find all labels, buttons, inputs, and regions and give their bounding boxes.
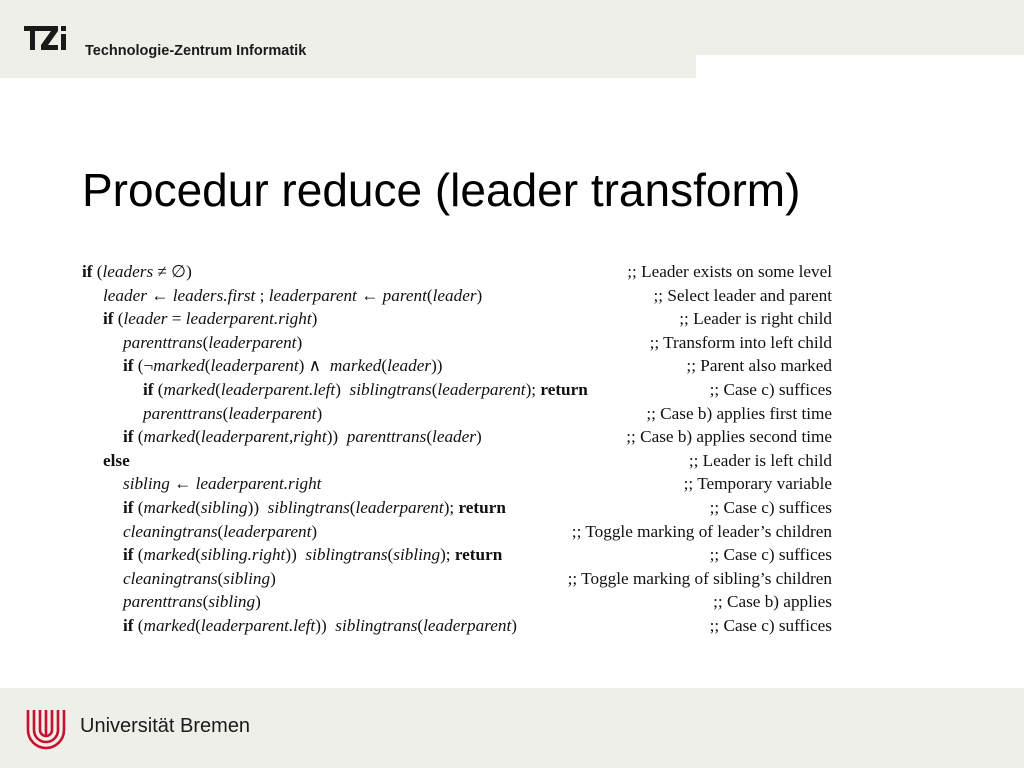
code-line <box>82 307 832 331</box>
code-line <box>82 378 832 402</box>
university-name: Universität Bremen <box>80 715 251 737</box>
code-comment: ;; Leader is right child <box>679 309 832 329</box>
header-organization: Technologie-Zentrum Informatik <box>85 43 307 59</box>
code-comment: ;; Case b) applies second time <box>626 427 832 447</box>
code-line <box>82 402 832 426</box>
code-comment: ;; Case b) applies <box>713 592 832 612</box>
code-line <box>82 260 832 284</box>
code-comment: ;; Parent also marked <box>686 356 832 376</box>
code-line <box>82 331 832 355</box>
code-comment: ;; Temporary variable <box>683 474 832 494</box>
code-line <box>82 496 832 520</box>
code-line <box>82 520 832 544</box>
code-line <box>82 567 832 591</box>
code-line <box>82 472 832 496</box>
code-statement: cleaningtrans(leaderparent) <box>123 521 318 541</box>
code-comment: ;; Leader is left child <box>688 450 832 470</box>
code-statement: if (marked(leaderparent,right)) parenttrans(leader) <box>123 427 482 447</box>
code-comment: ;; Case b) applies first time <box>646 403 832 423</box>
code-statement: parenttrans(leaderparent) <box>143 403 323 423</box>
code-line <box>82 354 832 378</box>
code-statement: else <box>103 450 130 470</box>
code-statement: parenttrans(sibling) <box>123 592 261 612</box>
code-statement: if (marked(sibling.right)) siblingtrans(sibling); return <box>123 545 503 565</box>
code-comment: ;; Leader exists on some level <box>627 262 832 281</box>
code-statement: if (¬marked(leaderparent) ∧ marked(leader)) <box>123 356 443 376</box>
code-statement: cleaningtrans(sibling) <box>123 568 276 588</box>
university-seal-icon <box>23 706 69 752</box>
code-comment: ;; Case c) suffices <box>709 497 832 517</box>
code-statement: if (marked(leaderparent.left)) siblingtrans(leaderparent) <box>123 615 518 635</box>
code-line <box>82 449 832 473</box>
code-statement: if (marked(leaderparent.left) siblingtrans(leaderparent); return <box>143 379 588 399</box>
slide-title: Procedur reduce (leader transform) <box>82 164 801 216</box>
code-statement: leader ← leaders.first ; leaderparent ← parent(leader) <box>103 285 483 305</box>
code-comment: ;; Case c) suffices <box>709 379 832 399</box>
code-line <box>82 425 832 449</box>
code-line <box>82 543 832 567</box>
code-statement: if (leaders ≠ ∅) <box>82 262 192 281</box>
code-line <box>82 284 832 308</box>
code-comment: ;; Case c) suffices <box>709 615 832 635</box>
code-line <box>82 614 832 638</box>
pseudocode-block <box>82 260 832 638</box>
code-comment: ;; Toggle marking of leader’s children <box>571 521 832 541</box>
code-statement: if (leader = leaderparent.right) <box>103 309 318 329</box>
code-statement: parenttrans(leaderparent) <box>123 332 303 352</box>
code-comment: ;; Case c) suffices <box>709 545 832 565</box>
code-comment: ;; Toggle marking of sibling’s children <box>567 568 832 588</box>
header-cutout <box>696 55 1024 78</box>
code-line <box>82 590 832 614</box>
tzi-logo <box>24 22 74 58</box>
code-statement: sibling ← leaderparent.right <box>123 474 322 494</box>
code-statement: if (marked(sibling)) siblingtrans(leaderparent); return <box>123 497 506 517</box>
code-comment: ;; Transform into left child <box>649 332 832 352</box>
code-comment: ;; Select leader and parent <box>653 285 832 305</box>
